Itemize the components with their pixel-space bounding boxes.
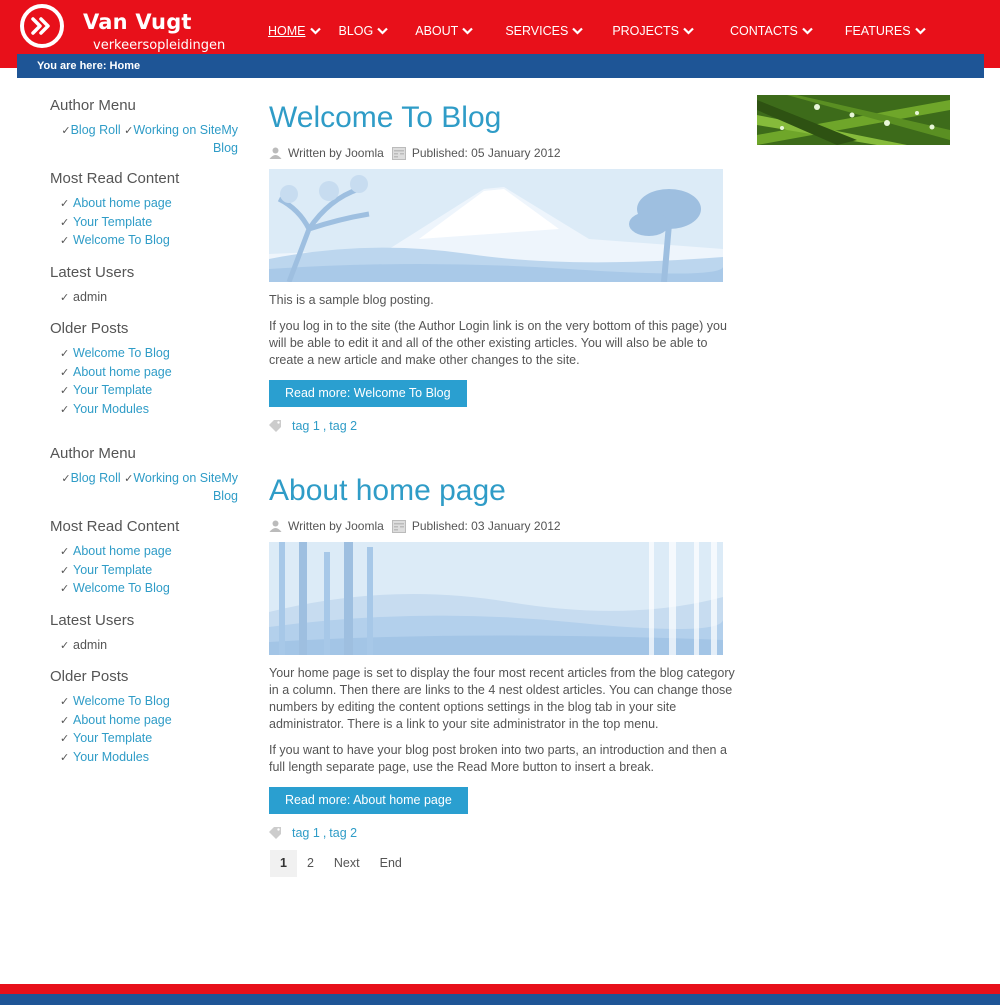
list-item bbox=[60, 580, 238, 599]
list-link[interactable]: About home page bbox=[73, 196, 172, 210]
checkmark-icon: ✓ bbox=[60, 546, 70, 558]
checkmark-icon: ✓ bbox=[60, 639, 70, 652]
checkmark-icon: ✓ bbox=[60, 696, 70, 708]
list-item bbox=[60, 289, 238, 308]
list-link[interactable]: Welcome To Blog bbox=[73, 233, 170, 247]
tag-separator: , bbox=[322, 419, 327, 433]
tag-separator: , bbox=[322, 826, 327, 840]
list-item bbox=[60, 345, 238, 364]
checkmark-icon: ✓ bbox=[61, 125, 71, 137]
next-page-button[interactable]: Next bbox=[333, 856, 360, 870]
footer-red-bar bbox=[0, 984, 1000, 994]
page-1-button[interactable]: 1 bbox=[270, 850, 297, 877]
list-item bbox=[60, 693, 238, 712]
checkmark-icon: ✓ bbox=[61, 473, 71, 485]
logo-name: Van Vugt bbox=[83, 10, 192, 34]
latest-users-module bbox=[50, 264, 238, 308]
checkmark-icon: ✓ bbox=[60, 583, 70, 595]
tag-icon bbox=[269, 827, 282, 839]
logo-arrow-icon bbox=[20, 4, 64, 48]
module-title: Most Read Content bbox=[50, 170, 180, 187]
older-posts-module bbox=[50, 320, 238, 419]
post-tags bbox=[269, 419, 739, 433]
page-2-button[interactable]: 2 bbox=[306, 856, 314, 870]
older-posts-module bbox=[50, 668, 238, 767]
checkmark-icon: ✓ bbox=[60, 751, 70, 764]
nav-item-contacts[interactable]: CONTACTS bbox=[730, 24, 813, 38]
list-item bbox=[60, 749, 238, 768]
list-item bbox=[60, 712, 238, 731]
module-title: Most Read Content bbox=[50, 518, 180, 535]
author-menu-module bbox=[50, 445, 238, 505]
nav-item-projects[interactable]: PROJECTS bbox=[612, 24, 694, 38]
post-paragraph: This is a sample blog posting. bbox=[269, 293, 434, 307]
breadcrumb bbox=[17, 54, 984, 78]
breadcrumb-text: You are here: Home bbox=[37, 60, 141, 72]
list-link[interactable]: Your Template bbox=[73, 214, 153, 229]
author-menu-links bbox=[50, 470, 238, 505]
list-link[interactable]: Welcome To Blog bbox=[73, 694, 170, 708]
list-link[interactable]: About home page bbox=[73, 364, 172, 379]
checkmark-icon: ✓ bbox=[60, 564, 70, 577]
list-link[interactable]: Your Modules bbox=[73, 401, 149, 416]
list-item bbox=[60, 730, 238, 749]
checkmark-icon: ✓ bbox=[60, 385, 70, 397]
module-title: Older Posts bbox=[50, 320, 129, 337]
post-image-mountain bbox=[269, 169, 723, 282]
checkmark-icon: ✓ bbox=[60, 733, 70, 745]
tag-link[interactable]: tag 2 bbox=[329, 419, 358, 433]
post-paragraph: If you want to have your blog post broken into two parts, an introduction and then a full length separate page, use the Read More button to insert a break. bbox=[269, 743, 727, 774]
logo-tagline: verkeersopleidingen bbox=[93, 38, 226, 53]
user-icon bbox=[269, 520, 282, 532]
checkmark-icon: ✓ bbox=[60, 235, 70, 247]
post-paragraph: Your home page is set to display the four most recent articles from the blog category in a column. Then there are links to the 4 nest oldest articles. You can change those numbers by editing the content options settings in the blog tab in your site administrator. There is a link to your site administrator in the top menu. bbox=[269, 666, 735, 731]
sidebar bbox=[50, 97, 238, 780]
tag-icon bbox=[269, 420, 282, 432]
list-link[interactable]: About home page bbox=[73, 712, 172, 727]
list-item bbox=[60, 232, 238, 251]
post-title[interactable]: Welcome To Blog bbox=[269, 101, 502, 134]
list-item bbox=[60, 543, 238, 562]
list-item bbox=[60, 401, 238, 420]
list-item bbox=[60, 214, 238, 233]
nav-item-home[interactable]: HOME bbox=[268, 24, 321, 38]
post-tags bbox=[269, 826, 739, 840]
pagination bbox=[270, 850, 412, 877]
user-icon bbox=[269, 147, 282, 159]
module-title: Author Menu bbox=[50, 97, 136, 114]
list-link[interactable]: Your Template bbox=[73, 731, 153, 745]
post-published: Published: 03 January 2012 bbox=[411, 519, 561, 533]
latest-users-module bbox=[50, 612, 238, 656]
checkmark-icon: ✓ bbox=[124, 473, 134, 485]
main-content bbox=[269, 100, 739, 870]
post-paragraph: If you log in to the site (the Author Login link is on the very bottom of this page) you will be able to edit it and all of the other existing articles. You will also be able to create a new article and make other changes to the site. bbox=[269, 319, 727, 367]
site-logo[interactable] bbox=[20, 4, 260, 56]
list-item bbox=[60, 562, 238, 581]
tag-link[interactable]: tag 1 bbox=[292, 826, 320, 840]
checkmark-icon: ✓ bbox=[60, 714, 70, 727]
calendar-icon bbox=[392, 147, 406, 160]
read-more-button[interactable]: Read more: About home page bbox=[269, 787, 468, 814]
checkmark-icon: ✓ bbox=[60, 198, 70, 210]
end-page-button[interactable]: End bbox=[379, 856, 402, 870]
author-menu-link[interactable]: Working on SiteMy Blog bbox=[133, 123, 238, 155]
list-link[interactable]: Your Template bbox=[73, 562, 153, 577]
list-item bbox=[60, 382, 238, 401]
chevron-down-icon bbox=[377, 27, 388, 35]
chevron-down-icon bbox=[802, 27, 813, 35]
checkmark-icon: ✓ bbox=[60, 291, 70, 304]
post-meta bbox=[269, 519, 739, 533]
post-image-bamboo bbox=[269, 542, 723, 655]
post-author: Written by Joomla bbox=[288, 519, 384, 533]
tag-link[interactable]: tag 1 bbox=[292, 419, 320, 433]
chevron-down-icon bbox=[915, 27, 926, 35]
author-menu-link[interactable]: Blog Roll bbox=[70, 471, 121, 485]
module-title: Older Posts bbox=[50, 668, 129, 685]
list-link[interactable]: About home page bbox=[73, 544, 172, 558]
module-title: Latest Users bbox=[50, 611, 135, 629]
checkmark-icon: ✓ bbox=[60, 403, 70, 416]
post-meta bbox=[269, 146, 739, 160]
author-menu-module bbox=[50, 97, 238, 157]
checkmark-icon: ✓ bbox=[124, 125, 134, 137]
most-read-module bbox=[50, 518, 238, 599]
checkmark-icon: ✓ bbox=[60, 366, 70, 379]
footer-blue-bar bbox=[0, 994, 1000, 1005]
chevron-down-icon bbox=[683, 27, 694, 35]
module-title: Author Menu bbox=[50, 445, 136, 462]
list-item bbox=[60, 195, 238, 214]
main-nav bbox=[268, 24, 926, 38]
list-item bbox=[60, 637, 238, 656]
post-title[interactable]: About home page bbox=[269, 474, 506, 507]
chevron-down-icon bbox=[462, 27, 473, 35]
post-author: Written by Joomla bbox=[288, 146, 384, 160]
blog-post bbox=[269, 473, 739, 840]
author-menu-links bbox=[50, 122, 238, 157]
user-name: admin bbox=[73, 289, 108, 304]
list-item bbox=[60, 364, 238, 383]
nav-item-about[interactable]: ABOUT bbox=[415, 24, 473, 38]
post-published: Published: 05 January 2012 bbox=[411, 146, 561, 160]
module-title: Latest Users bbox=[50, 263, 135, 281]
calendar-icon bbox=[392, 520, 406, 533]
list-link[interactable]: Welcome To Blog bbox=[73, 581, 170, 595]
author-menu-link[interactable]: Blog Roll bbox=[70, 123, 121, 137]
most-read-module bbox=[50, 170, 238, 251]
list-link[interactable]: Your Modules bbox=[73, 749, 149, 764]
author-menu-link[interactable]: Working on SiteMy Blog bbox=[133, 471, 238, 503]
list-link[interactable]: Your Template bbox=[73, 383, 153, 397]
chevron-down-icon bbox=[572, 27, 583, 35]
checkmark-icon: ✓ bbox=[60, 348, 70, 360]
grass-dew-image bbox=[757, 95, 950, 145]
nav-item-services[interactable]: SERVICES bbox=[505, 24, 583, 38]
blog-post bbox=[269, 100, 739, 433]
tag-link[interactable]: tag 2 bbox=[329, 826, 358, 840]
checkmark-icon: ✓ bbox=[60, 216, 70, 229]
list-link[interactable]: Welcome To Blog bbox=[73, 346, 170, 360]
nav-item-blog[interactable]: BLOG bbox=[339, 24, 389, 38]
user-name: admin bbox=[73, 637, 108, 652]
read-more-button[interactable]: Read more: Welcome To Blog bbox=[269, 380, 467, 407]
chevron-down-icon bbox=[310, 27, 321, 35]
nav-item-features[interactable]: FEATURES bbox=[845, 24, 926, 38]
